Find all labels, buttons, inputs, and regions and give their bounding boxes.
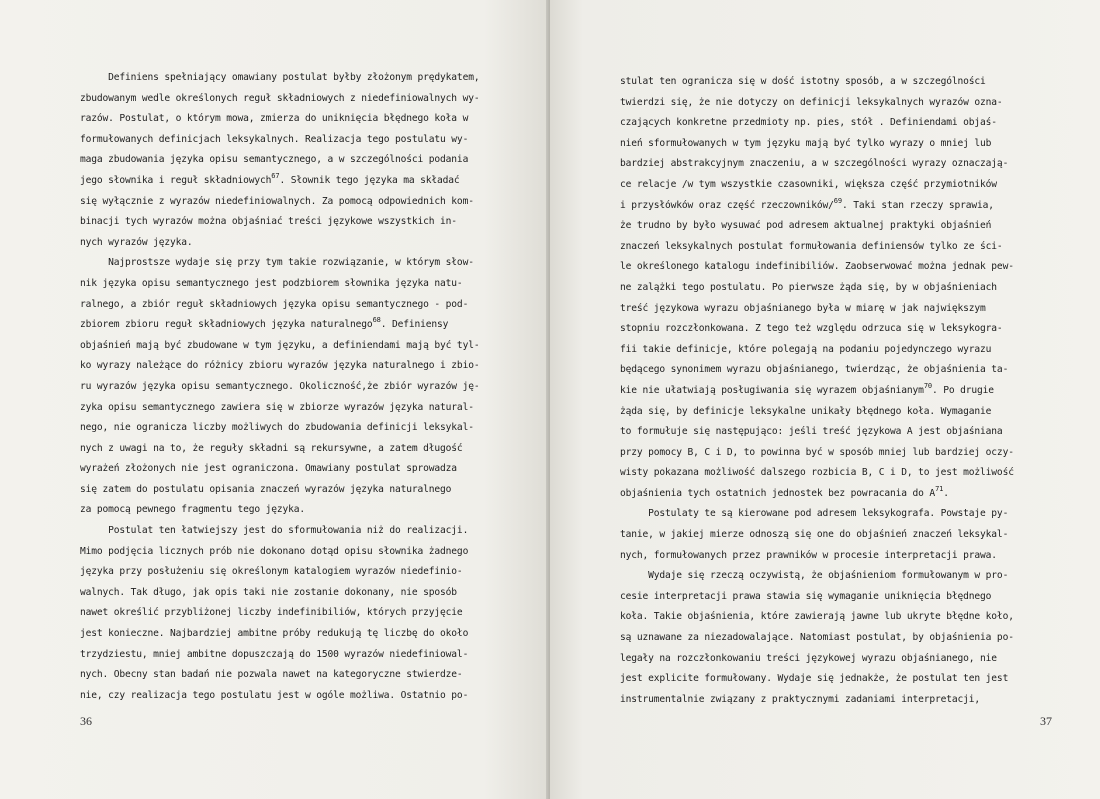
text-line: nych. Obecny stan badań nie pozwala nawet na kategoryczne stwierdze- xyxy=(80,669,463,681)
page-number-right: 37 xyxy=(1040,714,1052,728)
text-line: zbiorem zbioru reguł składniowych języka naturalnego$^{68}$. Definiensy xyxy=(80,316,449,331)
text-line: Postulat ten łatwiejszy jest do sformułowania niż do realizacji. xyxy=(80,525,469,537)
text-line: ko wyrazy należące do różnicy zbioru wyrazów języka naturalnego i zbio- xyxy=(80,360,480,372)
text-line: bardziej abstrakcyjnym znaczeniu, a w szczególności wyrazy oznaczają- xyxy=(620,158,1009,170)
text-line: kie nie ułatwiają posługiwania się wyrazem objaśnianym$^{70}$. Po drugie xyxy=(620,381,994,396)
text-line: Postulaty te są kierowane pod adresem leksykografa. Powstaje py- xyxy=(620,508,1009,520)
text-line: nień sformułowanych w tym języku mają być tylko wyrazy o mniej lub xyxy=(620,137,992,149)
text-line: wyrażeń złożonych nie jest ograniczona. Omawiany postulat sprowadza xyxy=(80,463,457,475)
text-line: razów. Postulat, o którym mowa, zmierza do uniknięcia błędnego koła w xyxy=(80,113,469,125)
text-line: zbudowanym wedle określonych reguł składniowych z niedefiniowalnych wy- xyxy=(80,92,480,104)
text-line: ralnego, a zbiór reguł składniowych języka opisu semantycznego - pod- xyxy=(80,298,469,310)
text-line: objaśnień mają być zbudowane w tym języku, a definiendami mają być tyl- xyxy=(80,339,480,351)
text-line: le określonego katalogu indefinibiliów. Zaobserwować można jednak pew- xyxy=(620,261,1014,273)
footnote-marker: 70 xyxy=(923,381,932,390)
text-line: Mimo podjęcia licznych prób nie dokonano dotąd opisu słownika żadnego xyxy=(80,545,469,557)
text-line: twierdzi się, że nie dotyczy on definicji leksykalnych wyrazów ozna- xyxy=(620,96,1003,108)
text-line: ne zalążki tego postulatu. Po pierwsze żąda się, by w objaśnieniach xyxy=(620,281,997,293)
text-line: instrumentalnie związany z praktycznymi zadaniami interpretacji, xyxy=(620,693,981,705)
text-line: będącego synonimem wyrazu objaśnianego, twierdząc, że objaśnienia ta- xyxy=(620,364,1009,376)
text-line: nego, nie ogranicza liczby możliwych do zbudowania definicji leksykal- xyxy=(80,422,474,434)
text-line: jest explicite formułowany. Wydaje się jednakże, że postulat ten jest xyxy=(620,673,1009,685)
right-page xyxy=(550,0,1100,799)
text-line: Definiens spełniający omawiany postulat byłby złożonym prędykatem, xyxy=(80,72,480,83)
text-line: nawet określić przybliżonej liczby indefinibiliów, których przyjęcie xyxy=(80,607,463,619)
text-line: nych, formułowanych przez prawników w procesie interpretacji prawa. xyxy=(620,549,997,561)
text-line: cesie interpretacji prawa stawia się wymaganie uniknięcia błędnego xyxy=(620,590,992,602)
text-line: są uznawane za niezadowalające. Natomiast postulat, by objaśnienia po- xyxy=(620,632,1014,644)
text-line: się wyłącznie z wyrazów niedefiniowalnych. Za pomocą odpowiednich kom- xyxy=(80,195,474,207)
footnote-marker: 67 xyxy=(271,171,280,180)
text-line: tanie, w jakiej mierze odnoszą się one do objaśnień znaczeń leksykal- xyxy=(620,529,1009,541)
text-line: to formułuje się następująco: jeśli treść językowa A jest objaśniana xyxy=(620,426,1003,438)
text-line: znaczeń leksykalnych postulat formułowania definiensów tylko ze ści- xyxy=(620,240,1003,252)
text-line: wisty pokazana możliwość dalszego rozbicia B, C i D, to jest możliwość xyxy=(620,467,1014,479)
text-line: legały na rozczłonkowaniu treści językowej wyrazu objaśnianego, nie xyxy=(620,652,997,664)
footnote-marker: 71 xyxy=(935,484,944,493)
text-line: języka przy posłużeniu się określonym katalogiem wyrazów niedefinio- xyxy=(80,566,463,578)
text-line: maga zbudowania języka opisu semantycznego, a w szczególności podania xyxy=(80,154,469,166)
footnote-marker: 69 xyxy=(833,196,842,205)
text-line: nych wyrazów języka. xyxy=(80,236,193,248)
text-line: żąda się, by definicje leksykalne unikały błędnego koła. Wymaganie xyxy=(620,405,992,417)
text-line: przy pomocy B, C i D, to powinna być w sposób mniej lub bardziej oczy- xyxy=(620,446,1014,458)
left-page-text xyxy=(80,68,520,706)
text-line: stopniu rozczłonkowana. Z tego też względu odrzuca się w leksykogra- xyxy=(620,323,1003,335)
text-line: jest konieczne. Najbardziej ambitne próby redukują tę liczbę do około xyxy=(80,628,469,640)
text-line: ru wyrazów języka opisu semantycznego. Okoliczność,że zbiór wyrazów ję- xyxy=(80,380,480,392)
text-line: formułowanych definicjach leksykalnych. Realizacja tego postulatu wy- xyxy=(80,133,469,145)
text-line: ce relacje /w tym wszystkie czasowniki, większa część przymiotników xyxy=(620,178,997,190)
text-line: nik języka opisu semantycznego jest podzbiorem słownika języka natu- xyxy=(80,277,463,289)
text-line: jego słownika i reguł składniowych$^{67}$. Słownik tego języka ma składać xyxy=(80,171,460,186)
text-line: Wydaje się rzeczą oczywistą, że objaśnieniom formułowanym w pro- xyxy=(620,570,1009,582)
text-line: się zatem do postulatu opisania znaczeń wyrazów języka naturalnego xyxy=(80,483,452,495)
text-line: i przysłówków oraz część rzeczowników/$^{69}$. Taki stan rzeczy sprawia, xyxy=(620,196,994,211)
text-line: Najprostsze wydaje się przy tym takie rozwiązanie, w którym słow- xyxy=(80,257,474,269)
text-line: trzydziestu, mniej ambitne dopuszczają do 1500 wyrazów niedefiniowal- xyxy=(80,648,469,660)
text-line: treść językowa wyrazu objaśnianego była w miarę w jak największym xyxy=(620,302,986,314)
text-line: zyka opisu semantycznego zawiera się w zbiorze wyrazów języka natural- xyxy=(80,401,474,413)
text-line: binacji tych wyrazów można objaśniać treści językowe wszystkich in- xyxy=(80,216,457,228)
text-line: objaśnienia tych ostatnich jednostek bez powracania do $A^{71}$. xyxy=(620,484,949,499)
text-line: za pomocą pewnego fragmentu tego języka. xyxy=(80,504,306,516)
text-line: czających konkretne przedmioty np. pies, stół . Definiendami objaś- xyxy=(620,117,997,129)
text-line: nie, czy realizacja tego postulatu jest w ogóle możliwa. Ostatnio po- xyxy=(80,689,469,701)
text-line: nych z uwagi na to, że reguły składni są rekursywne, a zatem długość xyxy=(80,442,463,454)
right-page-text xyxy=(620,72,1080,710)
text-line: stulat ten ogranicza się w dość istotny sposób, a w szczególności xyxy=(620,76,986,87)
page-number-left: 36 xyxy=(80,714,92,728)
text-line: fii takie definicje, które polegają na podaniu pojedynczego wyrazu xyxy=(620,343,992,355)
text-line: koła. Takie objaśnienia, które zawierają jawne lub ukryte błędne koło, xyxy=(620,611,1014,623)
text-line: że trudno by było wysuwać pod adresem aktualnej praktyki objaśnień xyxy=(620,220,992,232)
footnote-marker: 68 xyxy=(372,316,381,325)
text-line: walnych. Tak długo, jak opis taki nie zostanie dokonany, nie sposób xyxy=(80,586,457,598)
